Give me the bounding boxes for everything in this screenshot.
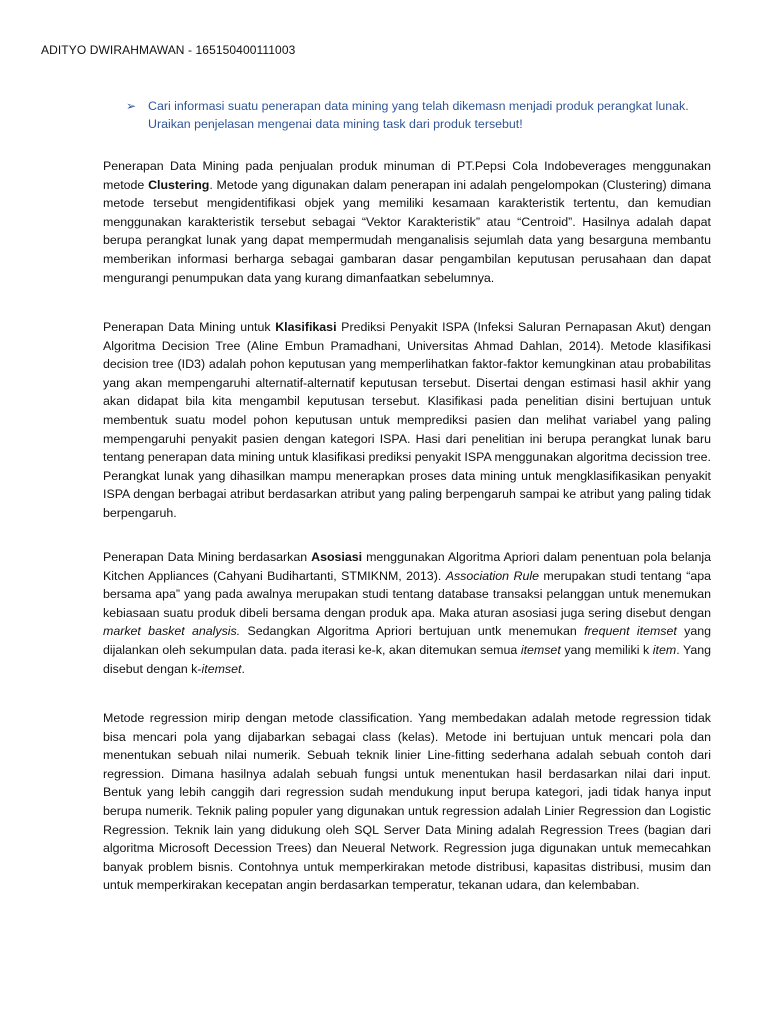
task-question	[126, 97, 716, 133]
paragraph-segment: yang memiliki k	[560, 642, 653, 657]
paragraph-segment: Penerapan Data Mining untuk	[103, 320, 276, 334]
paragraph-segment: item	[652, 642, 677, 657]
paragraph-segment: itemset	[520, 642, 561, 657]
paragraph-segment: Asosiasi	[311, 550, 363, 564]
paragraph-segment: itemset	[201, 661, 242, 676]
paragraph-segment: Penerapan Data Mining pada penjualan produk minuman di PT.Pepsi Cola Indobeverages menggunakan metode	[103, 159, 711, 192]
paragraph-segment: Klasifikasi	[275, 320, 337, 334]
paragraph-segment: Penerapan Data Mining berdasarkan	[103, 550, 312, 564]
paragraph-regression	[103, 709, 711, 895]
paragraph-segment: Prediksi Penyakit ISPA (Infeksi Saluran Pernapasan Akut) dengan Algoritma Decision Tree (Aline Embun Pramadhani, Universitas Ahmad Dahlan, 2014). Metode klasifikasi decision tree (ID3) adalah pohon keputusan yang memperlihatkan faktor-faktor kemungkinan atau probabilitas yang akan mempengaruhi alternatif-alternatif keputusan tersebut. Disertai dengan estimasi hasil akhir yang akan didapat bila kita mengambil keputusan tersebut. Klasifikasi pada penelitian disini bertujuan untuk membentuk suatu model pohon keputusan untuk memprediksi pasien dan melihat variabel yang paling mempengaruhi penyakit pasien dengan kategori ISPA. Hasi dari penelitian ini berupa perangkat lunak baru tentang penerapan data mining untuk klasifikasi prediksi penyakit ISPA menggunakan algoritma decission tree. Perangkat lunak yang dihasilkan mampu menerapkan proses data mining untuk mengklasifikasikan penyakit ISPA dengan berbagai atribut berdasarkan atribut yang paling berpengaruh sampai ke atribut yang paling tidak berpengaruh.	[103, 320, 711, 520]
paragraph-segment: merupakan studi tentang “apa bersama apa” yang pada awalnya merupakan studi tentang database transaksi pelanggan untuk menemukan kebiasaan suatu produk dibeli bersama dengan produk apa. Maka aturan asosiasi juga sering disebut dengan	[103, 568, 711, 620]
paragraph-segment: . Metode yang digunakan dalam penerapan ini adalah pengelompokan (Clustering) dimana metode tersebut mengidentifikasi objek yang memiliki kesamaan karakteristik tertentu, dan kemudian menggunakan karakteristik tersebut sebagai “Vektor Karakteristik” atau “Centroid”. Hasilnya adalah dapat berupa perangkat lunak yang dapat mempermudah menganalisis sejumlah data yang besarguna membantu memberikan informasi berharga sebagai gambaran dasar pengambilan keputusan perusahaan dan dapat mengurangi penumpukan data yang kurang dimanfaatkan sebelumnya.	[103, 177, 711, 285]
author-header: ADITYO DWIRAHMAWAN - 165150400111003	[41, 43, 296, 57]
paragraph-segment: Association Rule	[445, 568, 539, 583]
arrow-bullet-icon: ➢	[126, 99, 137, 113]
paragraph-association	[103, 548, 711, 678]
paragraph-segment: frequent itemset	[584, 624, 677, 639]
paragraph-segment: .	[241, 661, 245, 676]
paragraph-segment: . Yang disebut dengan k-	[103, 642, 712, 676]
paragraph-segment: Metode regression mirip dengan metode classification. Yang membedakan adalah metode regression tidak bisa mencari pola yang dijabarkan sebagai class (kelas). Metode ini bertujuan untuk mencari pola dan menentukan sebuah nilai numerik. Sebuah teknik linier Line-fitting sederhana adalah sebuah contoh dari regression. Dimana hasilnya adalah sebuah fungsi untuk menentukan hasil berdasarkan nilai dari input. Bentuk yang lebih canggih dari regression sudah mendukung input berupa kategori, jadi tidak hanya input berupa numerik. Teknik paling populer yang digunakan untuk regression adalah Linier Regression dan Logistic Regression. Teknik lain yang didukung oleh SQL Server Data Mining adalah Regression Trees (bagian dari algoritma Microsoft Decession Trees) dan Neueral Network. Regression juga digunakan untuk memecahkan banyak problem bisnis. Contohnya untuk memperkirakan metode distribusi, kapasitas distribusi, musim dan untuk memperkirakan kecepatan angin berdasarkan temperatur, tekanan udara, dan kelembaban.	[103, 711, 711, 893]
paragraph-classification	[103, 318, 711, 523]
paragraph-segment: market basket analysis.	[103, 624, 241, 639]
paragraph-segment: menggunakan Algoritma Apriori dalam penentuan pola belanja Kitchen Appliances (Cahyani Budihartanti, STMIKNM, 2013).	[103, 550, 711, 583]
paragraph-segment: Sedangkan Algoritma Apriori bertujuan untk menemukan	[240, 624, 585, 639]
paragraph-clustering	[103, 157, 711, 287]
task-question-text: Cari informasi suatu penerapan data mining yang telah dikemasn menjadi produk perangkat lunak. Uraikan penjelasan mengenai data mining task dari produk tersebut!	[148, 99, 689, 131]
paragraph-segment: yang dijalankan oleh sekumpulan data. pada iterasi ke-k, akan ditemukan semua	[103, 624, 712, 657]
paragraph-segment: Clustering	[148, 177, 210, 192]
